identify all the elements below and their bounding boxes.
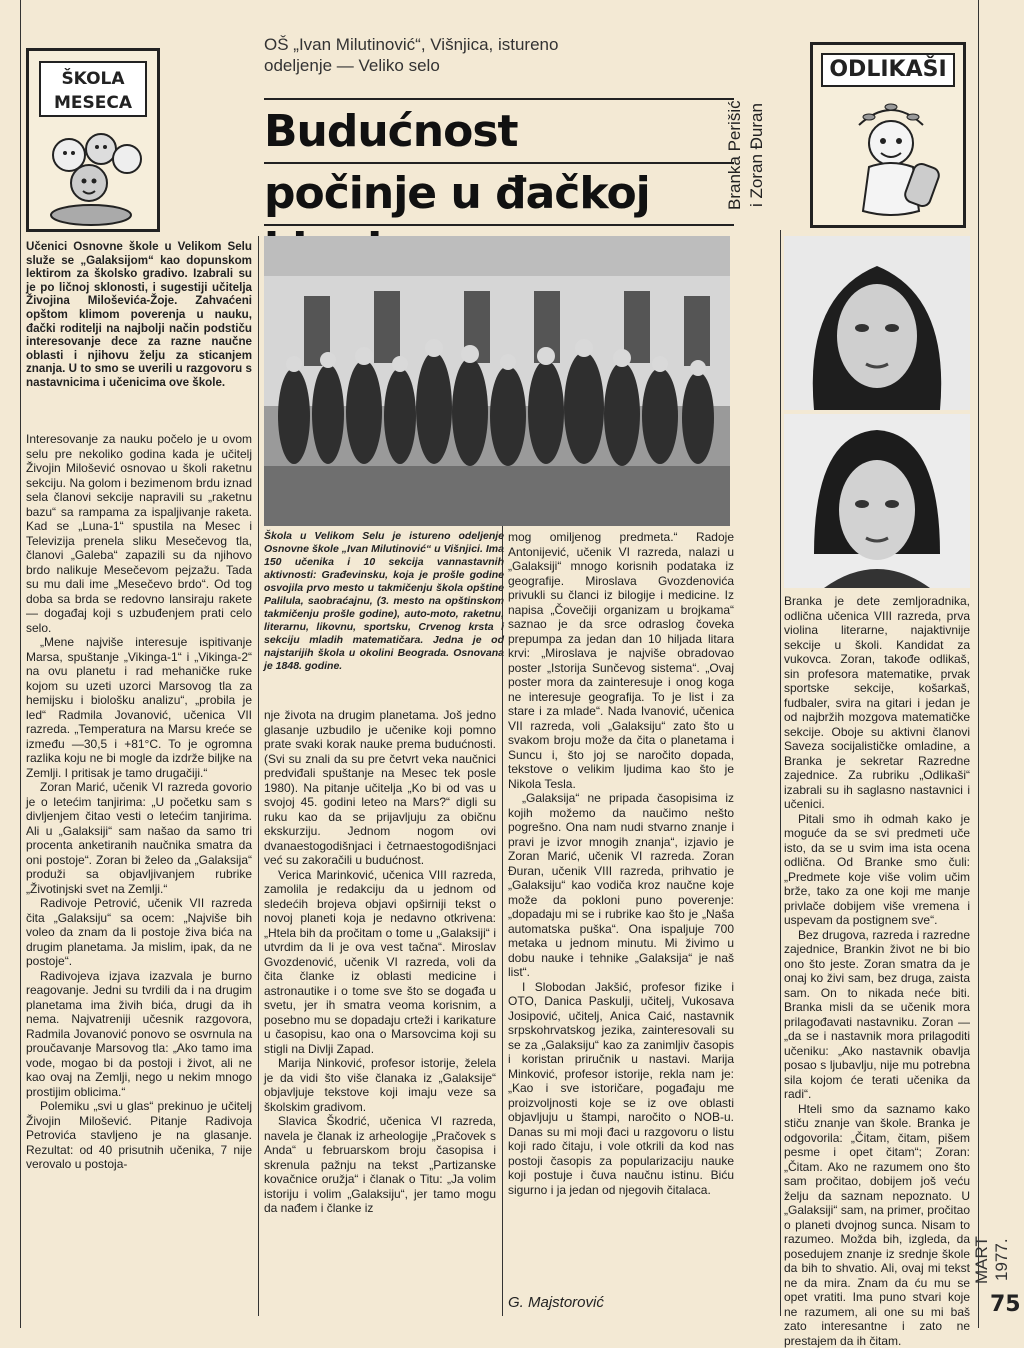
col1-paragraph: Interesovanje za nauku počelo je u ovom selu pre nekoliko godina kada je učitelj Živojin Milošević osnovao u školi raketnu sekciju. Na golom i bezimenom brdu iznad sela članovi sekcije napravili su „raketnu bazu“ sa rampama za ispaljivanje raketa. Kad se „Luna-1“ spustila na Mesec i Televizija prenela sliku Mesečevog tla, članovi „Galeba“ zapazili su da njihovo brdo nalikuje Mesečevom pejzažu. Tada su mu dali ime „Mesečevo brdo“. Od tog doba sa brda se redovno lansiraju rakete — događaj koji s uzbuđenjem prati celo selo.	[26, 432, 252, 635]
col4-paragraph: Pitali smo ih odmah kako je moguće da se svi predmeti uče isto, da se u svim ima ista ocena odlična. Od Branke smo čuli: „Predmete koje više volim učim brže, tako za one koji me manje privlače dobijem više vremena i uspevam da postignem sve“.	[784, 812, 970, 928]
author-line1: Branka Perišić	[725, 100, 744, 210]
col2-paragraph: Marija Ninković, profesor istorije, želela je da vidi što više članaka iz „Galaksije“ objavljuje tekstove koji imaju veze sa školskim gradivom.	[264, 1056, 496, 1114]
column-rule-3	[780, 230, 781, 1316]
headline-rule-top	[264, 98, 734, 100]
col3-paragraph: I Slobodan Jakšić, profesor fizike i OTO, Danica Paskulji, učitelj, Vukosava Josipović, učitelj, Anica Caić, nastavnik srpskohrvatskog jezika, zainteresovali su se za „Galaksiju“ kao za zanimljiv časopis i koristan priručnik u nastavi. Marija Minković, profesor istorije, rekla nam je: „Kao i sve istoričare, pogađaju me proizvoljnosti koje se iz ove oblasti objavljuju u štampi, naročito o NOB-u. Danas su mi moji đaci u razgovoru o listu koji rado čitaju, i vole otkrili da kod nas postoji časopis za popularizaciju nauke koji postuje i čuva naučnu istinu. Biću sigurno i ja jedan od njegovih čitalaca.	[508, 980, 734, 1198]
lead-paragraph: Učenici Osnovne škole u Velikom Selu služe se „Galaksijom“ kao dopunskom lektirom za školsko gradivo. Izabrali su je po ličnoj sklonosti, i sugestiji učitelja Živojina Miloševića-Žoje. Zahvaćeni opštom klimom poverenja u nauku, đački roditelji na najbolji način podstiču interesovanje dece za razne naučne oblasti i njihovu želju za sticanjem znanja. U to smo se uverili u razgovoru s nastavnicima i učenicima ove škole.	[26, 240, 252, 422]
col4-paragraph: Hteli smo da saznamo kako stiču znanje van škole. Branka je odgovorila: „Čitam, čitam, pišem pesme i opet čitam“; Zoran: „Čitam. Ako ne razumem ono što sam pročitao, dobijem još veću želju da saznam nepoznato. U „Galaksiji“ sam, na primer, pročitao o planeti dvojnog sunca. Nisam to razumeo. Možda bih, izgleda, da posedujem znanje iz srednje škole da bih to shvatio. Ali, ovaj mi tekst ne da mira. Znam da ću mu se opet vratiti. Ima puno stvari koje ne razumem, ali one su mi baš zato interesantne i zato ne prestajem da ih čitam.	[784, 1102, 970, 1348]
school-badge-line2: MESECA	[41, 91, 145, 115]
col2-paragraph: Slavica Škodrić, učenica VI razreda, navela je članak iz arheologije „Pračovek s Anda“ u februarskom broju časopisa i skrenula pažnju na tekst „Partizanske kovačnice oružja“ i članak o Titu: „Ja volim istoriju i volim „Galaksiju“, jer tamo mogu da nađem i članke iz	[264, 1114, 496, 1216]
column-1	[26, 432, 252, 1320]
school-of-month-box	[26, 48, 160, 232]
odlikasi-box	[810, 42, 966, 228]
school-badge-line1: ŠKOLA	[41, 67, 145, 91]
column-rule-1	[258, 236, 259, 1316]
col1-paragraph: „Mene najviše interesuje ispitivanje Marsa, spuštanje „Vikinga-1“ i „Vikinga-2“ na ovu planetu i rad mehaničke ruke kojom su uzeti uzorci Marsovog tla za hemijsku i biološku analizu“, „probila je led“ Radmila Jovanović, učenica VII razreda. „Temperatura na Marsu kreće se između —30,5 i +81°C. To je ogromna razlika koju ne bi mogle da izdrže biljke na Zemlji. I pritisak je tamo drugačiji.“	[26, 635, 252, 780]
photo-caption: Škola u Velikom Selu je istureno odeljenje Osnovne škole „Ivan Milutinović“ u Višnjici. Ima 150 učenika i 10 sekcija vannastavnih aktivnosti: Građevinsku, koja je prošle godine osvojila prvo mesto u takmičenju škola opštine Palilula, saobraćajnu, (3. mesto na opštinskom takmičenju prošle godine), auto-moto, raketnu, literarnu, likovnu, sportsku, Crvenog krsta i sekciju mladih matematičara. Jedna je od najstarijih škola u okolini Beograda. Osnovana je 1848. godine.	[264, 530, 504, 700]
col3-paragraph: „Galaksija“ ne pripada časopisima iz kojih možemo da naučimo nešto pogrešno. Ona nam nudi stvarno znanje i pravi je izvor mnogih znanja“, izjavio je Zoran Marić, učenik VI razreda. Zoran Đuran, učenik VIII razreda, prihvatio je „Galaksiju“ kao vodiča kroz naučne koje može da pokloni puno poverenje: „dopadaju mi se i rubrike kao što je „Naša automatska puška“. Ona ispaljuje 700 metaka u jednom minutu. Mi živimo u dobu nauke i tehnike „Galaksija“ je naš list“.	[508, 791, 734, 980]
article-signature: G. Majstorović	[508, 1294, 604, 1311]
portrait-zoran-photo	[784, 414, 970, 588]
column-2	[264, 708, 496, 1318]
col1-paragraph: Radivoje Petrović, učenik VII razreda čita „Galaksiju“ sa ocem: „Najviše bih voleo da znam da li postoje živa bića na drugim planetama. Ja mislim, ipak, da ne postoje“.	[26, 896, 252, 969]
headline-line2: počinje u đačkoj	[264, 166, 734, 278]
col4-paragraph: Branka je dete zemljoradnika, odlična učenica VIII razreda, prva violina literarne, najaktivnije sekcije u školi. Kandidat za vukovca. Zoran, takođe odlikaš, sin profesora matematike, prvak sportske sekcije, košarkaš, fudbaler, svira na gitari i jedan je od najbržih mozgova matematičke sekcije. Oboje su aktivni članovi Saveza socijalističke omladine, a Branka je sekretar Razredne zajednice. Za rubriku „Odlikaši“ izabrali su ih saglasno nastavnici i učenici.	[784, 594, 970, 812]
school-of-month-badge	[39, 61, 147, 117]
col2-paragraph: nje života na drugim planetama. Još jedno glasanje uzbudilo je učenike koji pomno prate svaki korak nauke prema budućnosti. (Svi su znali da su pre četvrt veka naučnici predviđali spuštanje na Mesec tek posle 1980). Na pitanje učitelja „Ko bi od vas u svojoj 45. godini leteo na Mars?“ digli su ruku kao da se prijavljuju za običnu ekskurziju. Jednom nogom ovi dvanaestogodišnjaci i četrnaestogodišnjaci već su zakoračili u budućnost.	[264, 708, 496, 868]
cartoon-children-group-icon	[39, 123, 149, 227]
column-3	[508, 530, 734, 1286]
column-rule-left	[20, 0, 21, 1328]
odlikasi-badge: ODLIKAŠI	[821, 53, 955, 87]
column-4	[784, 594, 970, 1318]
col1-paragraph: Polemiku „svi u glas“ prekinuo je učitelj Živojin Milošević. Pitanje Radivoja Petrovića stavljeno je na glasanje. Rezultat: od 40 prisutnih učenika, 7 nije verovalo u postoja-	[26, 1099, 252, 1172]
article-kicker: OŠ „Ivan Milutinović“, Višnjica, istureno odeljenje — Veliko selo	[264, 34, 604, 76]
column-rule-right	[978, 0, 979, 1328]
col1-paragraph: Zoran Marić, učenik VI razreda govorio je o letećim tanjirima: „U početku sam s divljenjem čitao vesti o letećim tanjirima. Ali u „Galaksiji“ sam našao da samo tri procenta anketiranih naučnika smatra da oni postoje“. Zoran bi želeo da „Galaksija“ produži sa objavljivanjem rubrike „Životinjski svet na Zemlji.“	[26, 780, 252, 896]
headline-rule-mid	[264, 162, 734, 164]
col4-paragraph: Bez drugova, razreda i razredne zajednice, Brankin život ne bi bio ono što jeste. Zoran smatra da je onaj ko živi sam, bez druga, zaista sam. On to nikada neće biti. Branka misli da se učenik mora prilagođavati nastavniku. Zoran — „da se i nastavnik mora prilagoditi učeniku: „Ako nastavnik obavlja posao s ljubavlju, nije mu potrebna sila kojom će terati učenika da radi“.	[784, 928, 970, 1102]
cartoon-laurel-figure-icon	[829, 95, 953, 221]
col2-paragraph: Verica Marinković, učenica VIII razreda, zamolila je redakciju da u jednom od sledećih brojeva objavi opširniji tekst o novoj planeti koja je nedavno otkrivena: „Htela bih da pročitam o tome u „Galaksiji“ i utvrdim da li je ova vest tačna“. Miroslav Gvozdenović, učenik VI razreda, voli da čita članke iz oblasti medicine i astronautike i o tome sve što se događa u svetu, jer ih smatra veoma korisnim, a posebno mu se dopadaju crteži i karikature u časopisu, kao ona o Marsovcima koji su stigli na Divlji Zapad.	[264, 868, 496, 1057]
author-byline-vertical	[724, 80, 784, 230]
headline-line1: Budućnost	[264, 104, 734, 160]
issue-month: MART 1977.	[972, 1220, 1016, 1300]
class-group-photo	[264, 236, 730, 526]
col1-paragraph: Radivojeva izjava izazvala je burno reagovanje. Jedni su tvrdili da i na drugim planetama ima živih bića, drugi da ih nema. Najvatreniji učesnik razgovora, Radmila Jovanović ponovo se osvrnula na proučavanje Marsovog tla: „Ako tamo ima vode, mogao bi da postoji i život, ali ne kao ovaj na Zemlji, nego u nekim mnogo prostijim oblicima.“	[26, 969, 252, 1100]
headline-rule-bottom	[264, 224, 734, 226]
portrait-branka-photo	[784, 236, 970, 410]
col3-paragraph: mog omiljenog predmeta.“ Radoje Antonijević, učenik VI razreda, nalazi u „Galaksiji“ mnogo korisnih podataka iz geografije. Miroslava Gvozdenovića privukli su članci iz bilogije i medicine. Iz napisa „Čovečiji organizam u brojkama“ saznao je da srce odraslog čoveka prepumpa za jedan dan 10 hiljada litara krvi: „Miroslava je najviše obradovao poster „Istorija Sunčevog sistema“. „Ovaj poster mora da zainteresuje i onog koga ne interesuje geografija. To je list i za stare i za mlade“. Nada Ivanović, učenica VII razreda, voli „Galaksiju“ zato što u svakom broju može da čita o planetama i Suncu i, što joj se naročito dopada, tekstove o velikim ljudima kao što je Nikola Tesla.	[508, 530, 734, 791]
page-number: 75	[990, 1292, 1021, 1317]
author-line2: i Zoran Đuran	[747, 103, 766, 207]
